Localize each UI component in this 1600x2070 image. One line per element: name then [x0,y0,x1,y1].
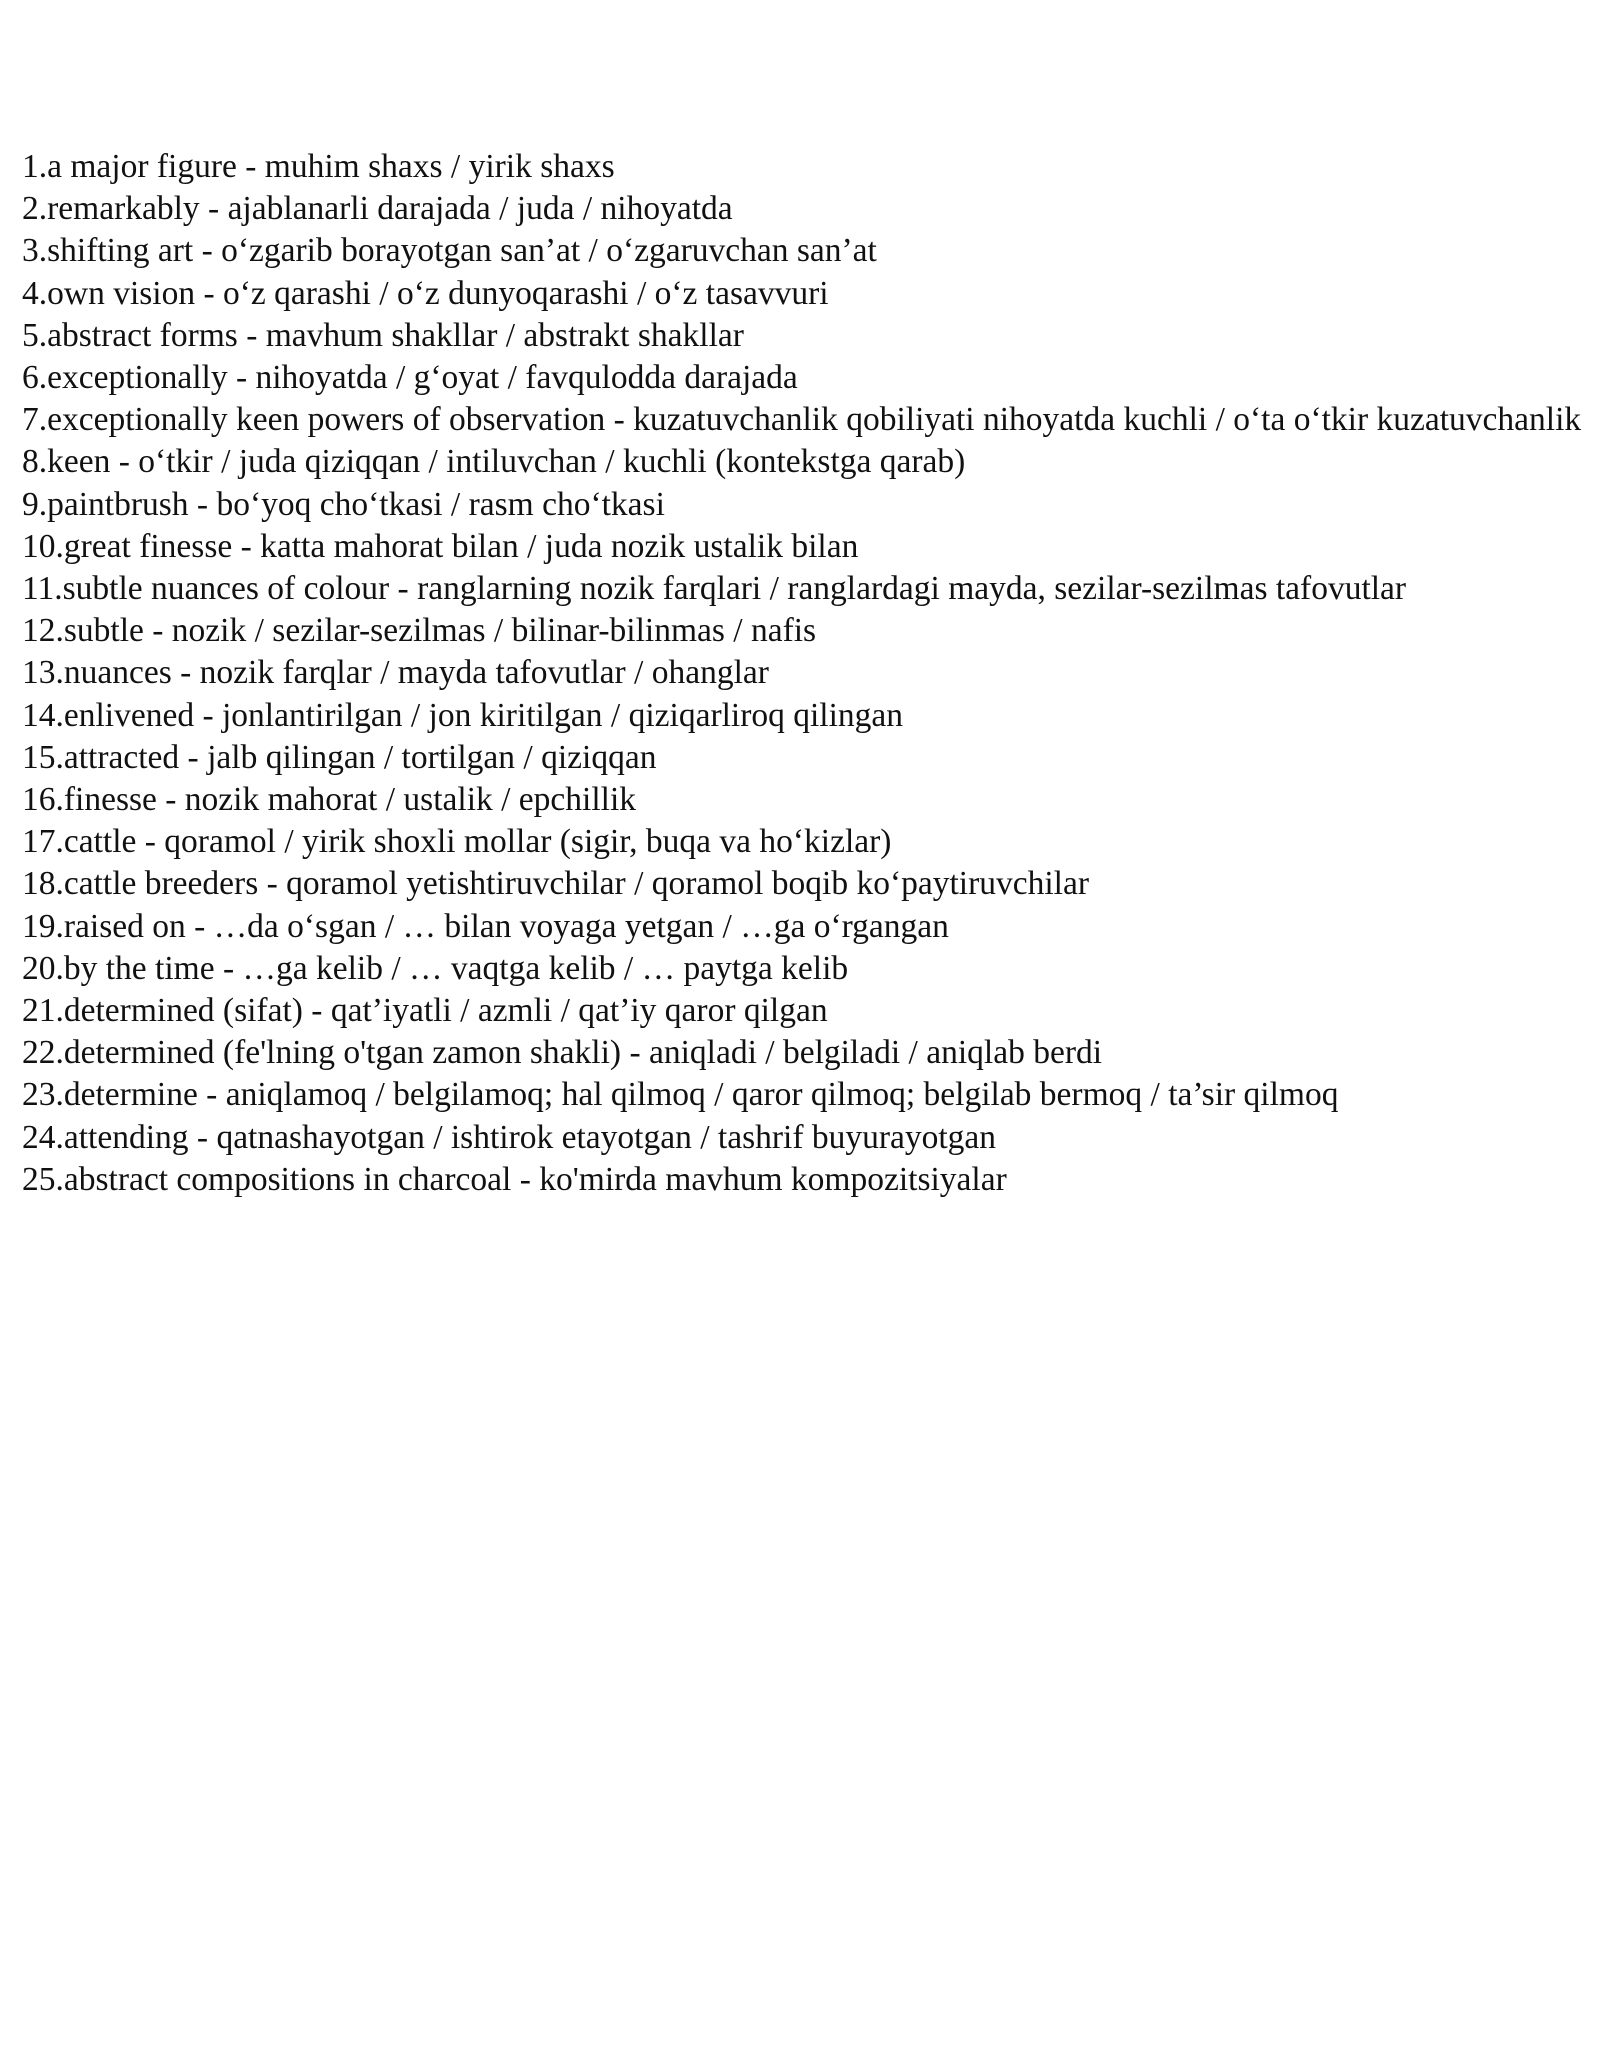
list-item: 6.exceptionally - nihoyatda / g‘oyat / favqulodda darajada [22,359,798,397]
list-item: 17.cattle - qoramol / yirik shoxli mollar (sigir, buqa va ho‘kizlar) [22,823,892,861]
list-item: 1.a major figure - muhim shaxs / yirik shaxs [22,148,615,185]
list-item: 10.great finesse - katta mahorat bilan / juda nozik ustalik bilan [22,527,859,565]
list-item: 4.own vision - o‘z qarashi / o‘z dunyoqarashi / o‘z tasavvuri [22,274,829,312]
list-item: 3.shifting art - o‘zgarib borayotgan san’at / o‘zgaruvchan san’at [22,232,877,270]
list-item: 18.cattle breeders - qoramol yetishtiruvchilar / qoramol boqib ko‘paytiruvchilar [22,865,1090,903]
list-item: 9.paintbrush - bo‘yoq cho‘tkasi / rasm cho‘tkasi [22,485,665,523]
list-item: 7.exceptionally keen powers of observation - kuzatuvchanlik qobiliyati nihoyatda kuchli / o‘ta o‘tkir kuzatuvchanlik [22,401,1582,439]
list-item: 13.nuances - nozik farqlar / mayda tafovutlar / ohanglar [22,654,769,692]
list-item: 5.abstract forms - mavhum shakllar / abstrakt shakllar [22,316,744,354]
list-item: 14.enlivened - jonlantirilgan / jon kiritilgan / qiziqarliroq qilingan [22,696,904,734]
list-item: 2.remarkably - ajablanarli darajada / juda / nihoyatda [22,190,733,228]
list-item: 22.determined (fe'lning o'tgan zamon shakli) - aniqladi / belgiladi / aniqlab berdi [22,1034,1103,1072]
vocabulary-list [22,146,1582,1201]
list-item: 23.determine - aniqlamoq / belgilamoq; hal qilmoq / qaror qilmoq; belgilab bermoq / ta’sir qilmoq [22,1076,1339,1114]
list-item: 15.attracted - jalb qilingan / tortilgan / qiziqqan [22,738,657,776]
list-item: 8.keen - o‘tkir / juda qiziqqan / intiluvchan / kuchli (kontekstga qarab) [22,443,966,481]
list-item: 12.subtle - nozik / sezilar-sezilmas / bilinar-bilinmas / nafis [22,612,817,650]
list-item: 20.by the time - …ga kelib / … vaqtga kelib / … paytga kelib [22,949,849,987]
list-item: 19.raised on - …da o‘sgan / … bilan voyaga yetgan / …ga o‘rgangan [22,907,949,945]
list-item: 25.abstract compositions in charcoal - ko'mirda mavhum kompozitsiyalar [22,1160,1007,1198]
list-item: 11.subtle nuances of colour - ranglarning nozik farqlari / ranglardagi mayda, sezilar-sezilmas tafovutlar [22,570,1407,608]
list-item: 16.finesse - nozik mahorat / ustalik / epchillik [22,781,637,819]
list-item: 24.attending - qatnashayotgan / ishtirok etayotgan / tashrif buyurayotgan [22,1118,997,1156]
list-item: 21.determined (sifat) - qat’iyatli / azmli / qat’iy qaror qilgan [22,992,828,1030]
